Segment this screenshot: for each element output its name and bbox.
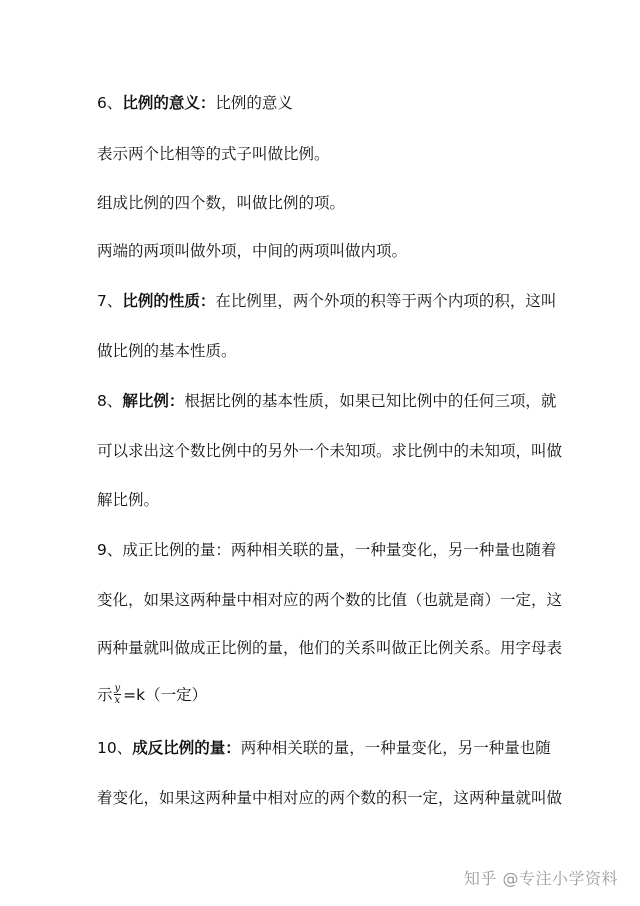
item-9-line-1: 9、成正比例的量：两种相关联的量，一种量变化，另一种量也随着: [97, 541, 557, 559]
item-6-colon: ：: [199, 94, 216, 112]
item-8-text: 根据比例的基本性质，如果已知比例中的任何三项，就: [184, 392, 557, 410]
fraction-denominator: x: [114, 695, 121, 706]
item-9-formula: [97, 684, 557, 707]
item-7-text: 在比例里，两个外项的积等于两个内项的积，这叫: [215, 292, 557, 310]
item-10-colon: ：: [225, 739, 241, 757]
item-8-title: 解比例: [122, 392, 169, 410]
item-10-heading: [97, 737, 557, 759]
item-8-continuation-1: 可以求出这个数比例中的另外一个未知项。求比例中的未知项，叫做: [97, 442, 563, 460]
item-6-text: 比例的意义: [215, 94, 293, 112]
item-6-line-3: 两端的两项叫做外项，中间的两项叫做内项。: [97, 242, 408, 260]
item-10-title: 成反比例的量: [132, 739, 226, 757]
fraction-numerator: y: [114, 683, 121, 694]
item-7-continuation: 做比例的基本性质。: [97, 342, 237, 360]
item-10-text: 两种相关联的量，一种量变化，另一种量也随: [240, 739, 551, 757]
item-6-title: 比例的意义: [122, 94, 200, 112]
fraction-y-over-x: [114, 683, 122, 706]
item-8-continuation-2: 解比例。: [97, 491, 160, 509]
item-9-line-2: 变化，如果这两种量中相对应的两个数的比值（也就是商）一定，这: [97, 591, 563, 609]
item-8-colon: ：: [168, 392, 185, 410]
item-6-heading: [97, 92, 557, 114]
item-7-number: 7、: [97, 292, 123, 310]
formula-prefix: 示: [97, 686, 113, 704]
item-7-title: 比例的性质: [122, 292, 200, 310]
item-8-number: 8、: [97, 392, 123, 410]
formula-suffix: =k（一定）: [123, 686, 208, 704]
item-6-line-2: 组成比例的四个数，叫做比例的项。: [97, 194, 346, 212]
item-7-heading: [97, 290, 557, 312]
item-10-number: 10、: [97, 739, 133, 757]
item-6-number: 6、: [97, 94, 123, 112]
item-6-line-1: 表示两个比相等的式子叫做比例。: [97, 145, 330, 163]
item-9-line-3: 两种量就叫做成正比例的量，他们的关系叫做正比例关系。用字母表: [97, 639, 563, 657]
item-8-heading: [97, 390, 557, 412]
item-10-continuation: 着变化，如果这两种量中相对应的两个数的积一定，这两种量就叫做: [97, 789, 563, 807]
item-7-colon: ：: [199, 292, 216, 310]
watermark: 知乎 @专注小学资料: [463, 869, 618, 888]
